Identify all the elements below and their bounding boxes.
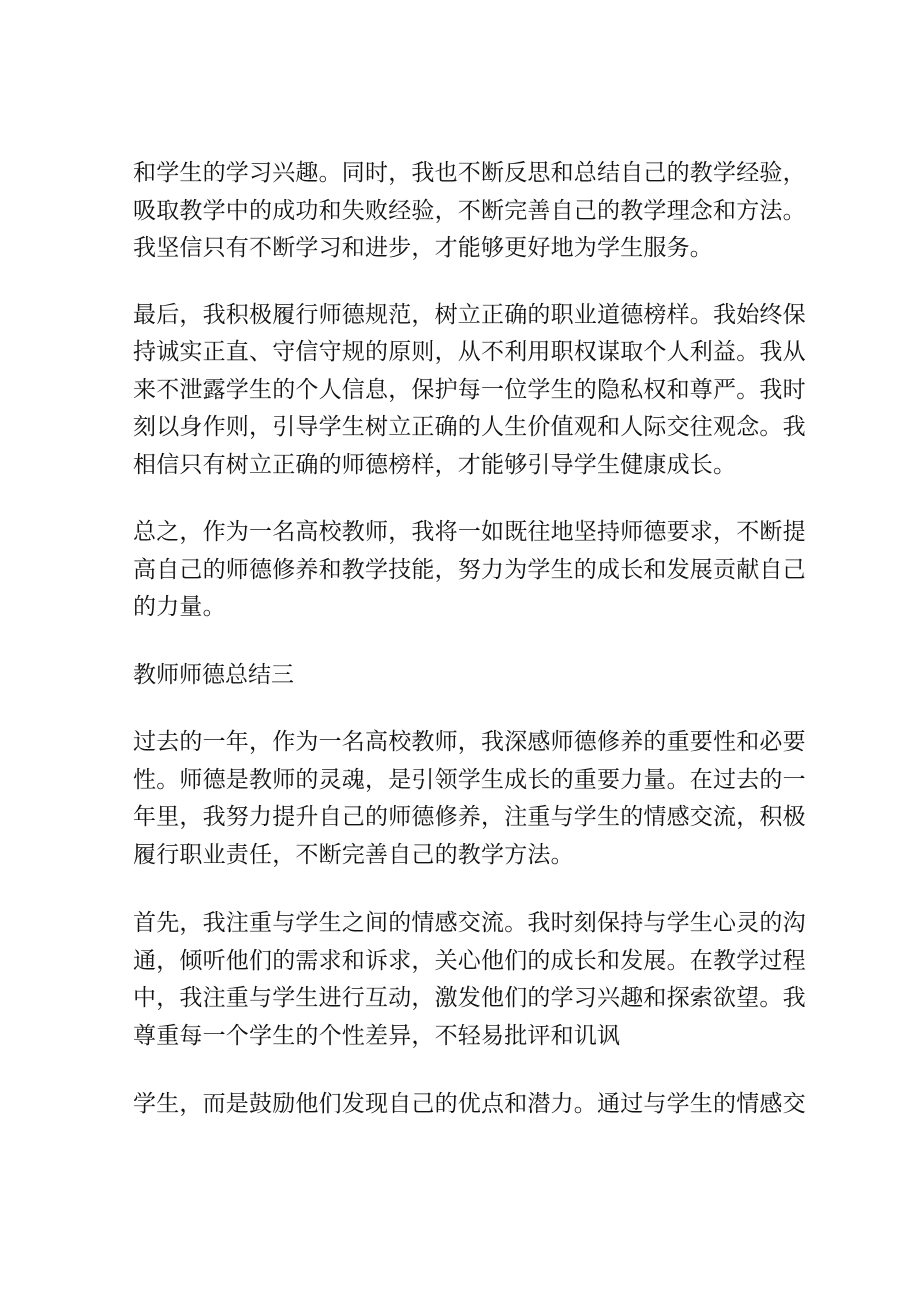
text-line: 中，我注重与学生进行互动，激发他们的学习兴趣和探索欲望。我 bbox=[133, 985, 806, 1011]
text-line: 来不泄露学生的个人信息，保护每一位学生的隐私权和尊严。我时 bbox=[133, 376, 806, 403]
paragraph bbox=[133, 1086, 806, 1124]
text-line: 学生，而是鼓励他们发现自己的优点和潜力。通过与学生的情感交 bbox=[133, 1091, 806, 1117]
paragraph bbox=[133, 905, 806, 1055]
text-line: 年里，我努力提升自己的师德修养，注重与学生的情感交流，积极 bbox=[133, 804, 806, 830]
text-line: 性。师德是教师的灵魂，是引领学生成长的重要力量。在过去的一 bbox=[133, 766, 806, 793]
text-line: 吸取教学中的成功和失败经验，不断完善自己的教学理念和方法。 bbox=[133, 197, 806, 224]
text-line: 的力量。 bbox=[133, 594, 226, 620]
section-heading: 教师师德总结三 bbox=[133, 661, 294, 688]
text-line: 和学生的学习兴趣。同时，我也不断反思和总结自己的教学经验， bbox=[133, 160, 806, 186]
text-line: 我坚信只有不断学习和进步，才能够更好地为学生服务。 bbox=[133, 235, 713, 261]
text-line: 过去的一年，作为一名高校教师，我深感师德修养的重要性和必要 bbox=[133, 729, 806, 755]
text-line: 首先，我注重与学生之间的情感交流。我时刻保持与学生心灵的沟 bbox=[133, 910, 806, 936]
paragraph bbox=[133, 514, 806, 627]
text-line: 高自己的师德修养和教学技能，努力为学生的成长和发展贡献自己 bbox=[133, 556, 806, 583]
text-line: 持诚实正直、守信守规的原则，从不利用职权谋取个人利益。我从 bbox=[133, 339, 806, 365]
paragraph bbox=[133, 724, 806, 874]
paragraph bbox=[133, 297, 806, 485]
text-line: 履行职业责任，不断完善自己的教学方法。 bbox=[133, 841, 574, 868]
text-line: 尊重每一个学生的个性差异，不轻易批评和讥讽 bbox=[133, 1022, 621, 1049]
text-line: 通，倾听他们的需求和诉求，关心他们的成长和发展。在教学过程 bbox=[133, 947, 806, 974]
text-line: 最后，我积极履行师德规范，树立正确的职业道德榜样。我始终保 bbox=[133, 301, 806, 328]
text-line: 相信只有树立正确的师德榜样，才能够引导学生健康成长。 bbox=[133, 451, 737, 478]
document-body bbox=[133, 155, 806, 1154]
paragraph bbox=[133, 155, 806, 268]
text-line: 刻以身作则，引导学生树立正确的人生价值观和人际交往观念。我 bbox=[133, 414, 806, 440]
text-line: 总之，作为一名高校教师，我将一如既往地坚持师德要求，不断提 bbox=[133, 519, 806, 545]
